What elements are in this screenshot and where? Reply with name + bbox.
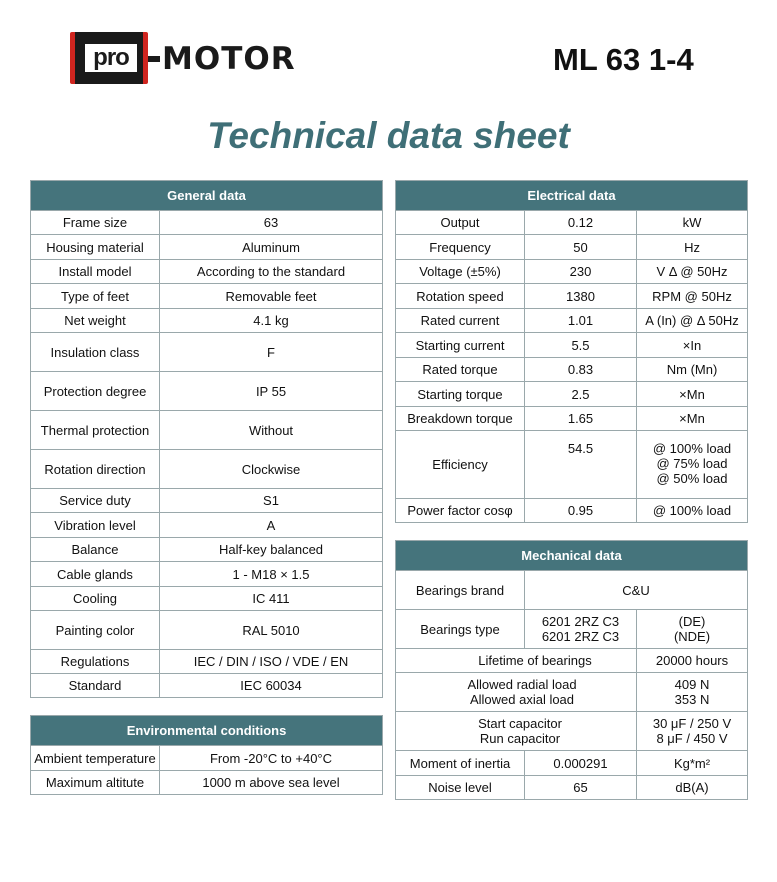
load-75: @ 75% load [656,456,728,471]
row-value: IC 411 [160,587,383,611]
row-value: IP 55 [160,372,383,411]
row-unit: ×In [637,333,748,358]
row-unit: kW [637,211,748,235]
table-row [31,650,383,674]
row-value: 0.95 [525,499,637,523]
mechanical-data-table [395,540,748,800]
row-label: Cable glands [31,562,160,587]
bearing-positions [637,610,748,649]
row-unit: @ 100% load [637,499,748,523]
row-value: 0.000291 [525,751,637,776]
table-row [31,562,383,587]
row-label: Housing material [31,235,160,260]
row-label: Install model [31,260,160,284]
row-value: 1000 m above sea level [160,771,383,795]
row-label: Cooling [31,587,160,611]
row-unit: Hz [637,235,748,260]
row-value: 0.12 [525,211,637,235]
row-label: Painting color [31,611,160,650]
table-row [396,333,748,358]
row-label: Output [396,211,525,235]
table-row [31,309,383,333]
row-value: According to the standard [160,260,383,284]
row-value: Without [160,411,383,450]
row-label: Frame size [31,211,160,235]
capacitor-values [637,712,748,751]
row-value: 1.65 [525,407,637,431]
table-row [31,587,383,611]
row-value: Aluminum [160,235,383,260]
pro-motor-logo [70,32,310,84]
table-row-efficiency [396,431,748,499]
row-label: Rotation speed [396,284,525,309]
table-row [396,358,748,382]
row-value: 63 [160,211,383,235]
general-data-heading: General data [31,181,383,211]
row-value: Clockwise [160,450,383,489]
row-label: Voltage (±5%) [396,260,525,284]
row-unit: Kg*m² [637,751,748,776]
row-value: Removable feet [160,284,383,309]
row-value: S1 [160,489,383,513]
row-label: Lifetime of bearings [396,649,637,673]
row-label: Bearings brand [396,571,525,610]
row-label: Ambient temperature [31,746,160,771]
table-row [396,260,748,284]
table-row [396,571,748,610]
efficiency-loads [637,431,748,499]
table-row [31,211,383,235]
row-label: Service duty [31,489,160,513]
table-row [31,333,383,372]
row-value: From -20°C to +40°C [160,746,383,771]
electrical-data-heading: Electrical data [396,181,748,211]
row-label: Noise level [396,776,525,800]
logo-motor-text: MOTOR [162,41,296,77]
table-row [31,372,383,411]
table-row [396,211,748,235]
row-value: 1.01 [525,309,637,333]
table-row [31,284,383,309]
row-label: Power factor cosφ [396,499,525,523]
row-label: Starting current [396,333,525,358]
row-label: Rotation direction [31,450,160,489]
bearing-nde-pos: (NDE) [673,629,711,644]
bearing-de-pos: (DE) [678,614,706,629]
mechanical-data-heading: Mechanical data [396,541,748,571]
row-value: RAL 5010 [160,611,383,650]
row-label: Breakdown torque [396,407,525,431]
row-value: 50 [525,235,637,260]
row-value: IEC 60034 [160,674,383,698]
table-row [31,450,383,489]
table-row [31,746,383,771]
row-label: Balance [31,538,160,562]
table-row [31,674,383,698]
row-value: Half-key balanced [160,538,383,562]
table-row [31,513,383,538]
table-row [396,407,748,431]
logo-dash [148,56,160,62]
bearing-de: 6201 2RZ C3 [541,614,620,629]
table-row [31,489,383,513]
row-label: Moment of inertia [396,751,525,776]
table-row [31,611,383,650]
electrical-data-table [395,180,748,523]
page-title: Technical data sheet [207,115,570,156]
bearing-nde: 6201 2RZ C3 [541,629,620,644]
table-row [396,751,748,776]
capacitor-labels [396,712,637,751]
row-value: 0.83 [525,358,637,382]
row-label: Maximum altitute [31,771,160,795]
run-capacitor-label: Run capacitor [479,731,561,746]
table-row [396,235,748,260]
row-label: Standard [31,674,160,698]
axial-load-label: Allowed axial load [469,692,575,707]
table-row [396,776,748,800]
row-unit: RPM @ 50Hz [637,284,748,309]
table-row [396,610,748,649]
row-label: Rated torque [396,358,525,382]
table-row [396,284,748,309]
run-capacitor-value: 8 μF / 450 V [656,731,728,746]
row-label: Thermal protection [31,411,160,450]
table-row [396,309,748,333]
general-data-table [30,180,383,698]
start-capacitor-value: 30 μF / 250 V [652,716,732,731]
row-value: 1 - M18 × 1.5 [160,562,383,587]
table-row [31,260,383,284]
axial-load-value: 353 N [674,692,710,707]
row-unit: dB(A) [637,776,748,800]
row-value: 2.5 [525,382,637,407]
row-label: Rated current [396,309,525,333]
environmental-conditions-heading: Environmental conditions [31,716,383,746]
load-100: @ 100% load [652,441,732,456]
row-label: Type of feet [31,284,160,309]
row-unit: ×Mn [637,382,748,407]
row-value: 230 [525,260,637,284]
table-row [31,538,383,562]
load-values [637,673,748,712]
radial-load-value: 409 N [674,677,710,692]
table-row [31,235,383,260]
row-value: 65 [525,776,637,800]
table-row [396,712,748,751]
table-row [396,649,748,673]
row-unit: Nm (Mn) [637,358,748,382]
radial-load-label: Allowed radial load [467,677,577,692]
row-label: Vibration level [31,513,160,538]
row-value: C&U [525,571,748,610]
row-value: 1380 [525,284,637,309]
row-unit: ×Mn [637,407,748,431]
load-50: @ 50% load [656,471,728,486]
row-label: Efficiency [396,431,525,499]
table-row [396,499,748,523]
row-value: IEC / DIN / ISO / VDE / EN [160,650,383,674]
row-label: Insulation class [31,333,160,372]
row-unit: A (In) @ Δ 50Hz [637,309,748,333]
table-row [396,382,748,407]
row-label: Bearings type [396,610,525,649]
logo-pro-text: pro [83,42,139,74]
row-value: F [160,333,383,372]
row-value: 4.1 kg [160,309,383,333]
row-label: Frequency [396,235,525,260]
table-row [31,771,383,795]
row-value: 5.5 [525,333,637,358]
table-row [396,673,748,712]
row-label: Net weight [31,309,160,333]
start-capacitor-label: Start capacitor [478,716,562,731]
row-value: 20000 hours [637,649,748,673]
table-row [31,411,383,450]
logo-badge [70,32,148,84]
environmental-conditions-table [30,715,383,795]
row-label: Starting torque [396,382,525,407]
row-unit: V Δ @ 50Hz [637,260,748,284]
bearing-models [525,610,637,649]
model-number: ML 63 1-4 [553,42,694,77]
load-labels [396,673,637,712]
row-label: Regulations [31,650,160,674]
row-value: A [160,513,383,538]
row-label: Protection degree [31,372,160,411]
efficiency-value: 54.5 [525,431,637,499]
